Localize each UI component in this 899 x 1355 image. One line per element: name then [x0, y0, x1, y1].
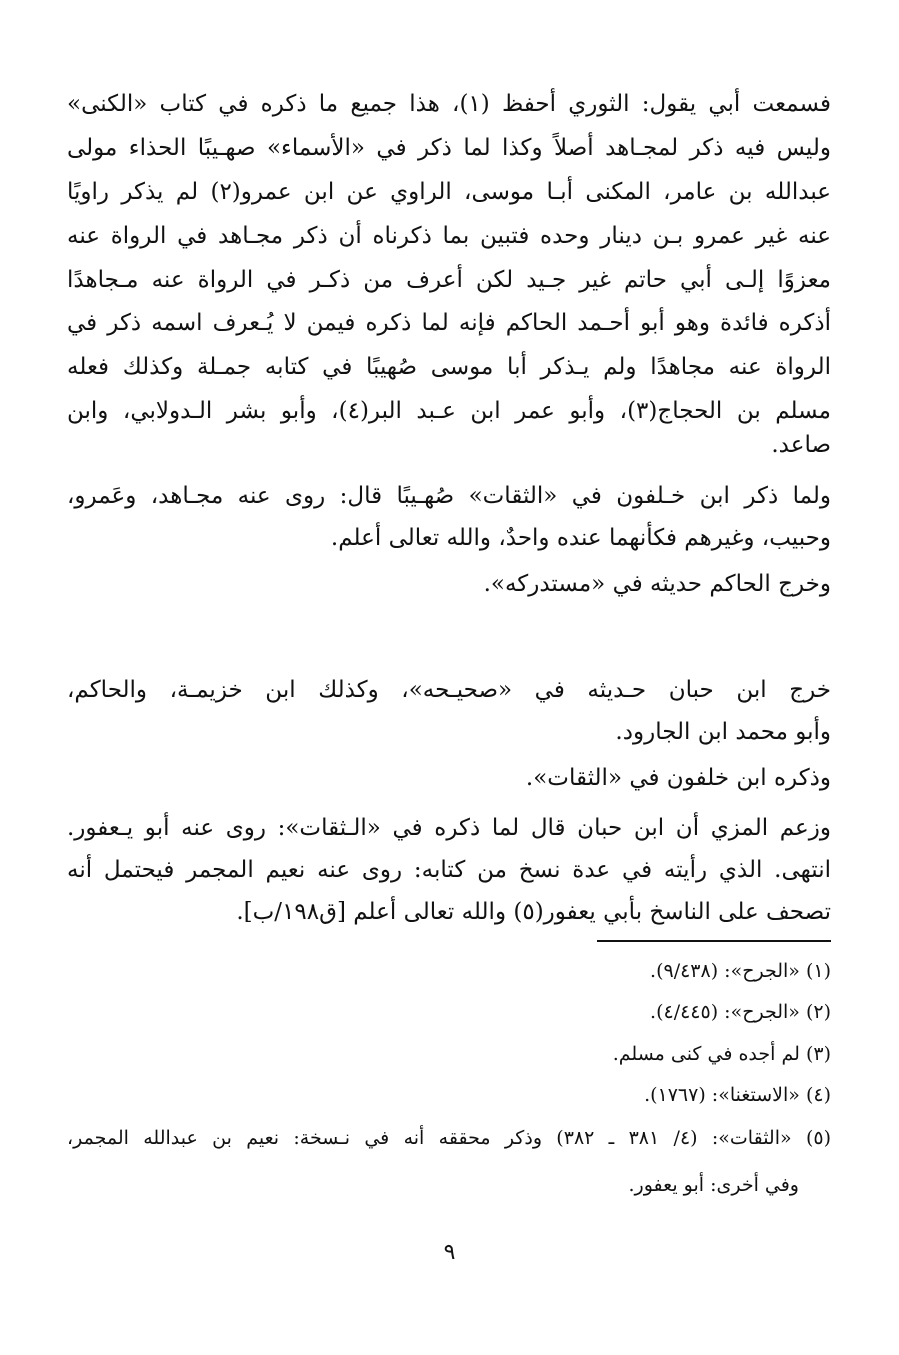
footnote: (٢) «الجرح»: (٤/٤٤٥). [650, 1001, 831, 1023]
body-line: عبدالله بن عامر، المكنى أبـا موسى، الراوي عن ابن عمرو(٢) لم يذكر راويًا [67, 179, 831, 205]
body-line: انتهى. الذي رأيته في عدة نسخ من كتابه: روى عنه نعيم المجمر فيحتمل أنه [67, 857, 831, 883]
body-line: عنه غير عمرو بـن دينار وحده فتبين بما ذكرناه أن ذكر مجـاهد في الرواة عنه [67, 223, 831, 249]
body-line: فسمعت أبي يقول: الثوري أحفظ (١)، هذا جميع ما ذكره في كتاب «الكنى» [67, 91, 831, 117]
body-line: وذكره ابن خلفون في «الثقات». [525, 765, 831, 791]
footnote: (٥) «الثقات»: (٤/ ٣٨١ ـ ٣٨٢) وذكر محققه أنه في نـسخة: نعيم بن عبدالله المجمر، [67, 1127, 832, 1149]
footnote: (١) «الجرح»: (٩/٤٣٨). [650, 960, 831, 982]
page-number: ٩ [443, 1240, 456, 1265]
body-line: خرج ابن حبان حـديثه في «صحيـحه»، وكذلك ابن خزيمـة، والحاكم، [67, 677, 831, 703]
footnote: (٣) لم أجده في كنى مسلم. [612, 1043, 831, 1065]
body-line: تصحف على الناسخ بأبي يعفور(٥) والله تعالى أعلم [ق١٩٨/ب]. [236, 899, 831, 925]
footnote-separator [597, 940, 831, 942]
entry-heading [67, 610, 831, 656]
body-line: أذكره فائدة وهو أبو أحـمد الحاكم فإنه لما ذكره فيمن لا يُـعرف اسمه ذكر في [67, 310, 831, 336]
body-line: وحبيب، وغيرهم فكأنهما عنده واحدٌ، والله تعالى أعلم. [330, 525, 831, 551]
body-line: ولما ذكر ابن خـلفون في «الثقات» صُهـيبًا قال: روى عنه مجـاهد، وعَمرو، [67, 483, 831, 509]
body-line: مسلم بن الحجاج(٣)، وأبو عمر ابن عـبد البر(٤)، وأبو بشر الـدولابي، وابن [67, 398, 831, 424]
body-line: وأبو محمد ابن الجارود. [615, 719, 831, 745]
footnote-continuation: وفي أخرى: أبو يعفور. [628, 1174, 799, 1196]
body-line: وليس فيه ذكر لمجـاهد أصلاً وكذا لما ذكر في «الأسماء» صهـيبًا الحذاء مولى [67, 135, 831, 161]
body-line: صاعد. [771, 432, 831, 458]
body-line: وزعم المزي أن ابن حبان قال لما ذكره في «الـثقات»: روى عنه أبو يـعفور. [67, 815, 831, 841]
body-line: الرواة عنه مجاهدًا ولم يـذكر أبا موسى صُهيبًا في كتابه جمـلة وكذلك فعله [67, 354, 831, 380]
footnote: (٤) «الاستغنا»: (١٧٦٧). [644, 1084, 831, 1106]
body-line: وخرج الحاكم حديثه في «مستدركه». [483, 571, 831, 597]
body-line: معزوًا إلـى أبي حاتم غير جـيد لكن أعرف من ذكـر في الرواة عنه مـجاهدًا [67, 267, 831, 293]
